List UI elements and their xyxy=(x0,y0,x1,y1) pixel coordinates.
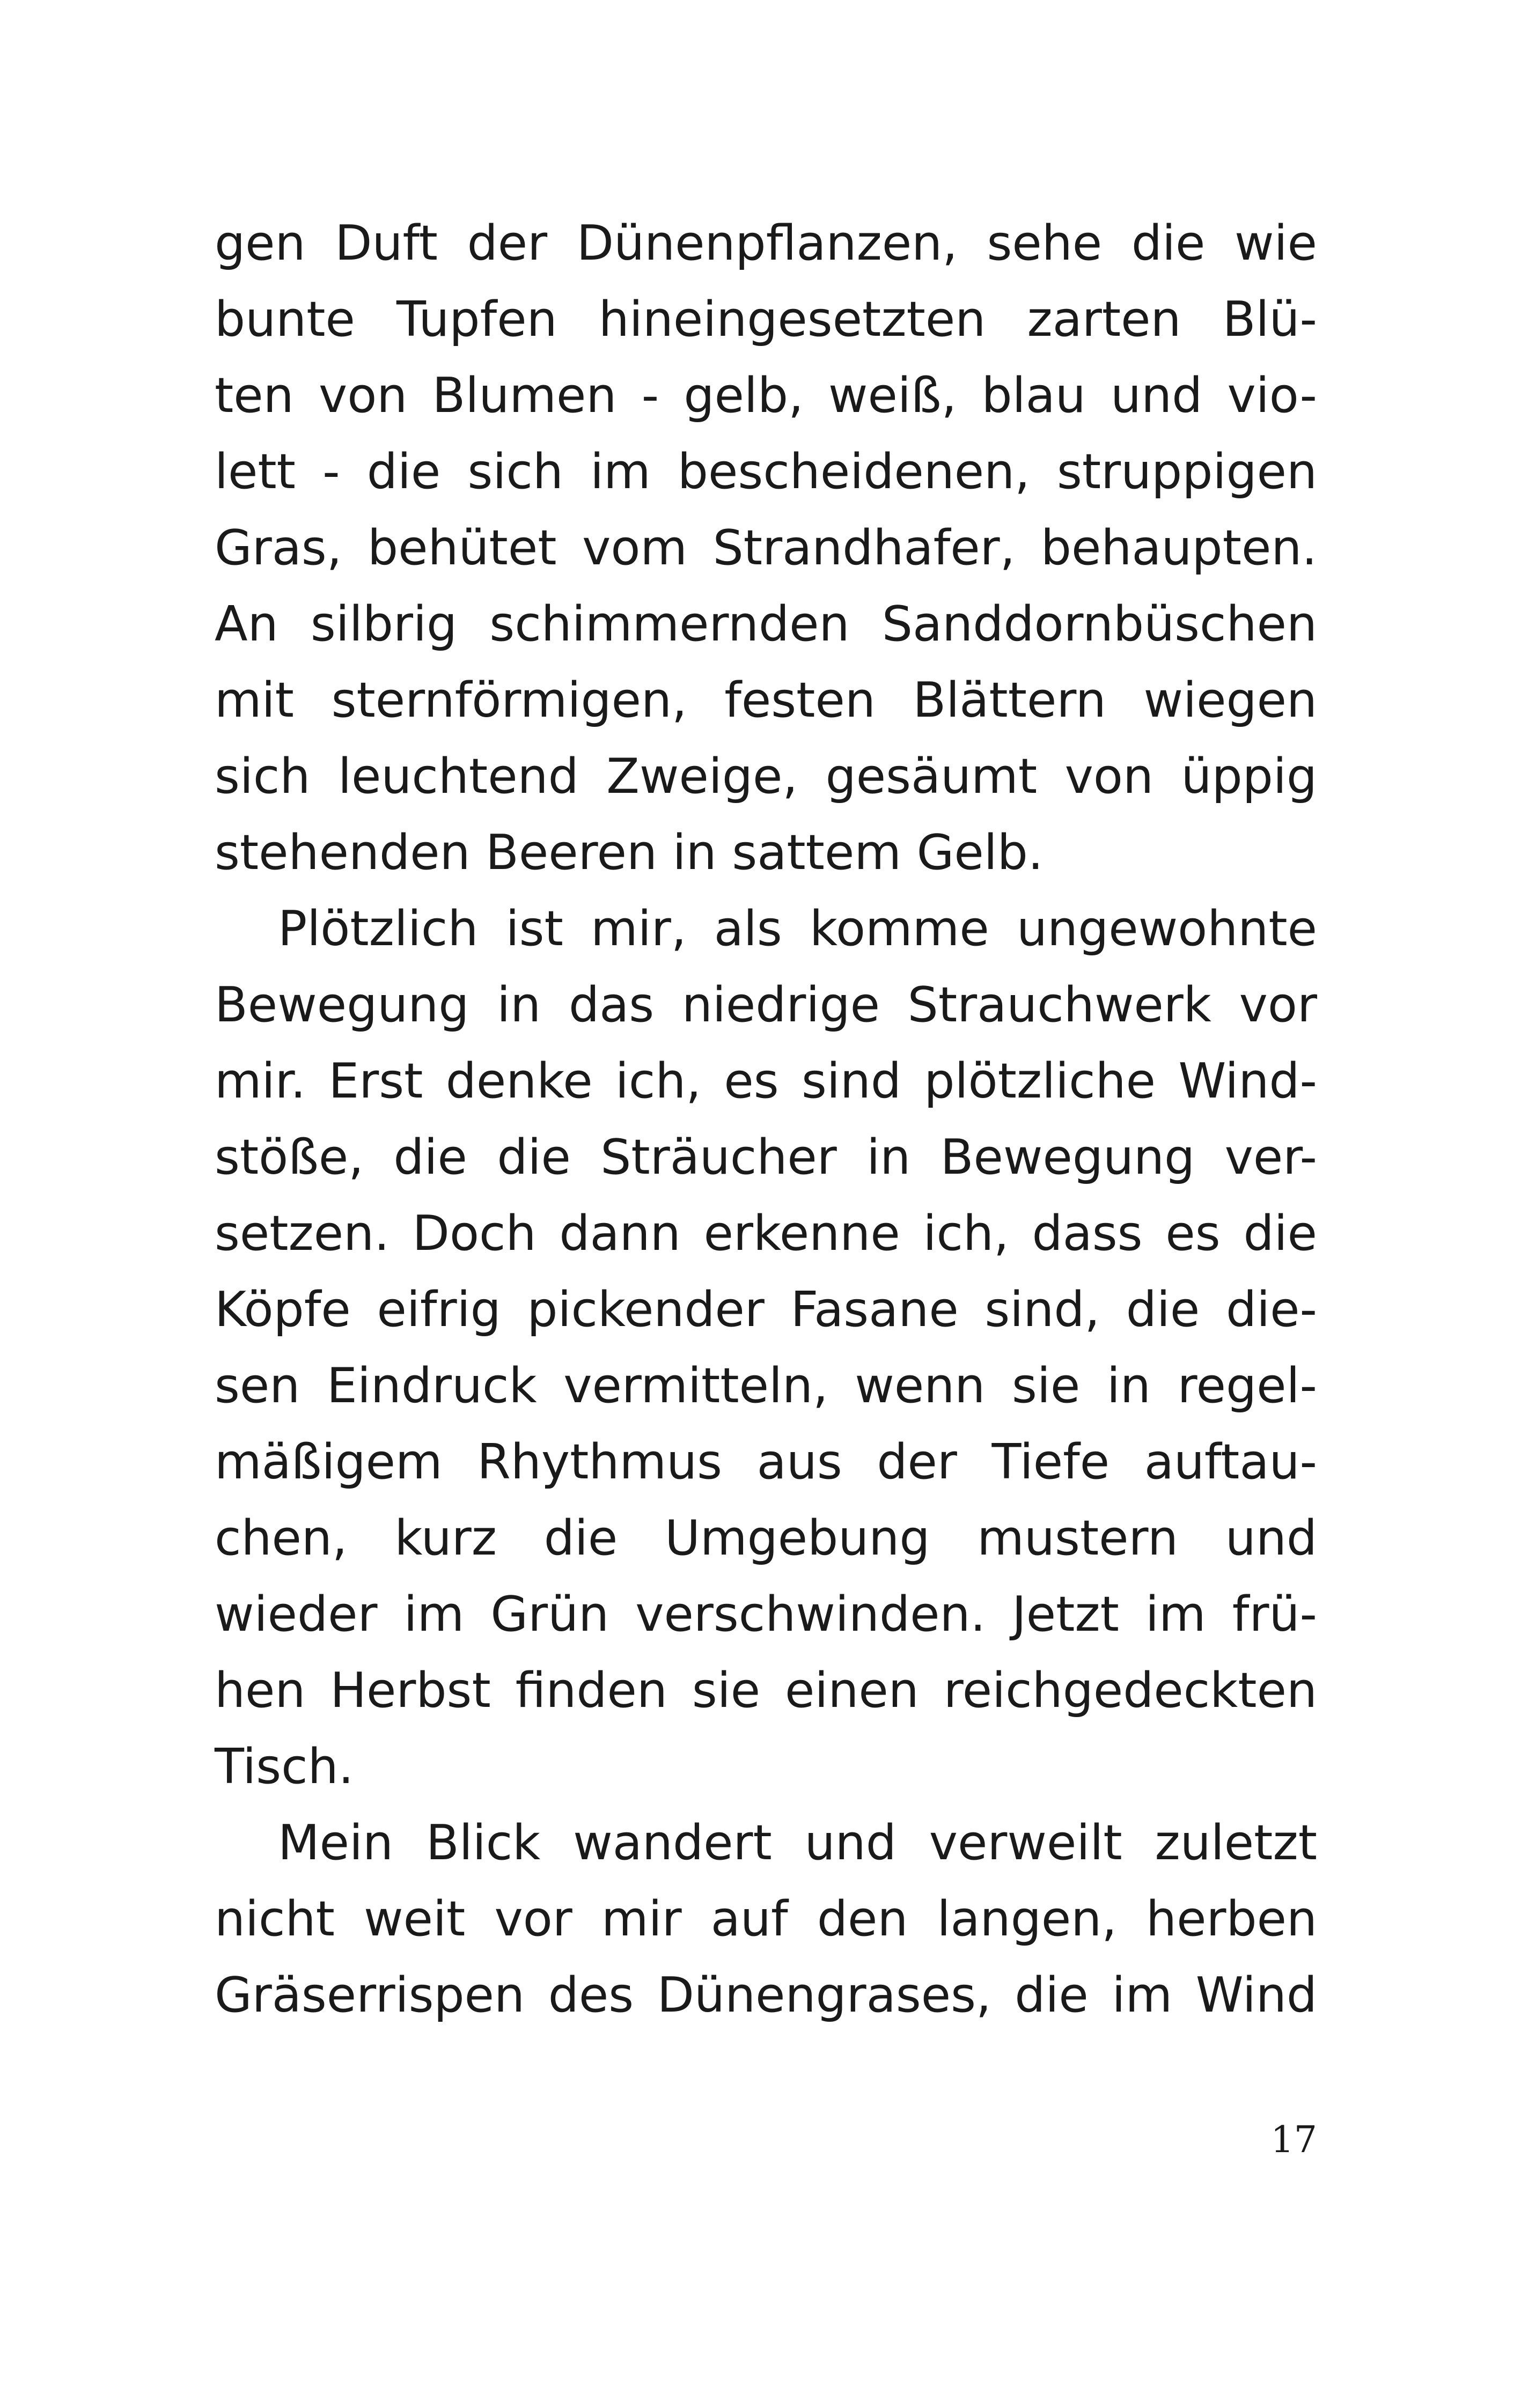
text-line: sich leuchtend Zweige, gesäumt von üppig xyxy=(215,748,1317,805)
text-line: stöße, die die Sträucher in Bewegung ver- xyxy=(215,1129,1317,1185)
text-line: mäßigem Rhythmus aus der Tiefe auftau- xyxy=(215,1434,1317,1490)
text-line: Gräserrispen des Dünengrases, die im Wind xyxy=(215,1967,1317,2023)
text-line: Tisch. xyxy=(215,1739,354,1795)
text-line: An silbrig schimmernden Sanddornbüschen xyxy=(215,596,1317,652)
page-number: 17 xyxy=(1270,2119,1317,2161)
text-line: chen, kurz die Umgebung mustern und xyxy=(215,1510,1317,1566)
text-line: setzen. Doch dann erkenne ich, dass es die xyxy=(215,1205,1317,1262)
text-line: sen Eindruck vermitteln, wenn sie in regel- xyxy=(215,1358,1317,1414)
text-line: Bewegung in das niedrige Strauchwerk vor xyxy=(215,977,1317,1033)
text-line: mit sternförmigen, festen Blättern wiegen xyxy=(215,672,1317,728)
text-line: gen Duft der Dünenpflanzen, sehe die wie xyxy=(215,215,1317,271)
text-line: lett - die sich im bescheidenen, struppigen xyxy=(215,444,1317,500)
paragraph-1 xyxy=(215,205,1317,891)
text-line: hen Herbst finden sie einen reichgedeckten xyxy=(215,1662,1317,1719)
text-line: bunte Tupfen hineingesetzten zarten Blü- xyxy=(215,291,1317,348)
body-text xyxy=(215,205,1317,2034)
text-line: Plötzlich ist mir, als komme ungewohnte xyxy=(278,901,1317,957)
text-line: ten von Blumen - gelb, weiß, blau und vio- xyxy=(215,367,1317,424)
text-line: Mein Blick wandert und verweilt zuletzt xyxy=(278,1815,1317,1871)
text-line: Köpfe eifrig pickender Fasane sind, die die- xyxy=(215,1282,1317,1338)
paragraph-3 xyxy=(215,1805,1317,2034)
text-line: stehenden Beeren in sattem Gelb. xyxy=(215,824,1044,881)
text-line: Gras, behütet vom Strandhafer, behaupten. xyxy=(215,520,1317,576)
text-line: nicht weit vor mir auf den langen, herben xyxy=(215,1891,1317,1947)
paragraph-2 xyxy=(215,891,1317,1805)
text-line: mir. Erst denke ich, es sind plötzliche Wind- xyxy=(215,1053,1317,1109)
text-line: wieder im Grün verschwinden. Jetzt im frü- xyxy=(215,1586,1317,1643)
